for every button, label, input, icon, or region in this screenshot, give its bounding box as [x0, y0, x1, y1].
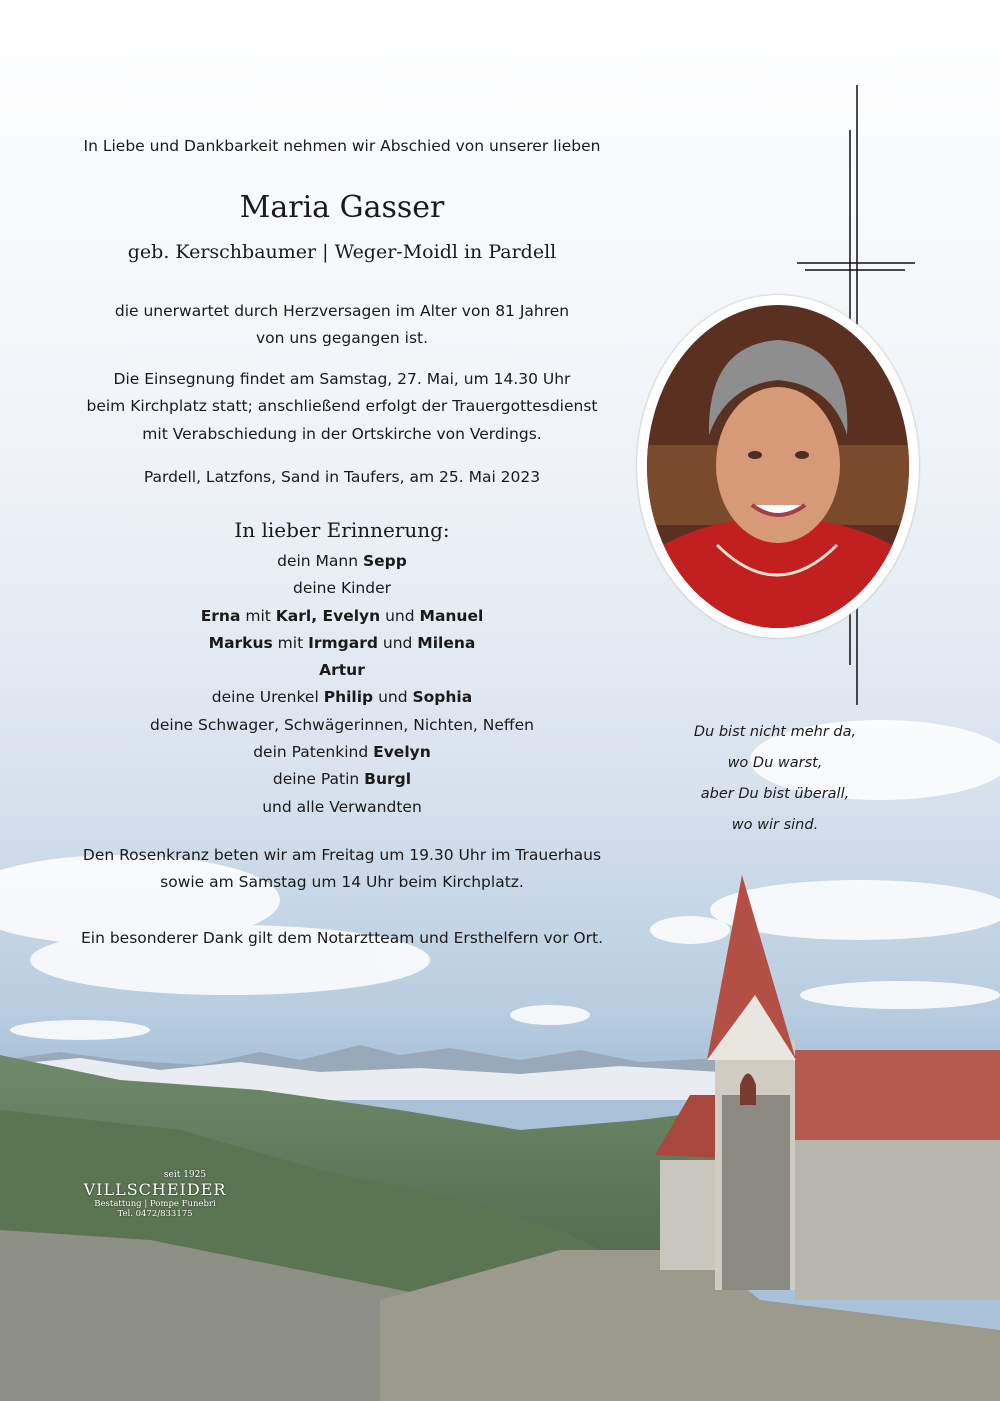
mourner-godchild: dein Patenkind Evelyn	[253, 743, 431, 762]
memory-heading: In lieber Erinnerung:	[234, 518, 450, 542]
quote-text: Du bist nicht mehr da, wo Du warst, aber Du bist überall, wo wir sind.	[693, 724, 857, 833]
thanks-text: Ein besonderer Dank gilt dem Notarztteam und Ersthelfern vor Ort.	[80, 929, 604, 947]
deceased-name: Maria Gasser	[239, 190, 445, 225]
mourner-children-label: deine Kinder	[292, 579, 391, 598]
death-notice: die unerwartet durch Herzversagen im Alter von 81 Jahren von uns gegangen ist.	[114, 302, 570, 348]
mourner-child-2: Markus mit Irmgard und Milena	[208, 633, 476, 652]
birth-name: geb. Kerschbaumer | Weger-Moidl in Pardell	[127, 241, 557, 263]
mourner-inlaws: deine Schwager, Schwägerinnen, Nichten, Neffen	[150, 715, 534, 734]
funeral-home-logo: seit 1925 VILLSCHEIDER Bestattung | Pompe Funebri Tel. 0472/833175	[83, 1170, 227, 1219]
blessing-notice: Die Einsegnung findet am Samstag, 27. Mai, um 14.30 Uhr beim Kirchplatz statt; anschließend erfolgt der Trauergottesdienst mit Verabschiedung in der Ortskirche von Verdings.	[86, 370, 598, 443]
rosary-notice: Den Rosenkranz beten wir am Freitag um 19.30 Uhr im Trauerhaus sowie am Samstag um 14 Uhr beim Kirchplatz.	[82, 846, 602, 892]
mourners-list	[40, 548, 644, 821]
mourner-godmother: deine Patin Burgl	[272, 770, 412, 789]
portrait-frame	[637, 295, 919, 638]
mourner-child-1: Erna mit Karl, Evelyn und Manuel	[200, 606, 484, 625]
intro-text: In Liebe und Dankbarkeit nehmen wir Abschied von unserer lieben	[83, 137, 601, 155]
mourner-great-grandchildren: deine Urenkel Philip und Sophia	[211, 688, 473, 707]
mourner-child-3: Artur	[319, 661, 365, 680]
mourner-husband: dein Mann Sepp	[277, 552, 407, 570]
mourner-relatives: und alle Verwandten	[262, 797, 422, 816]
portrait-photo	[647, 305, 909, 628]
place-date: Pardell, Latzfons, Sand in Taufers, am 25. Mai 2023	[143, 468, 541, 486]
